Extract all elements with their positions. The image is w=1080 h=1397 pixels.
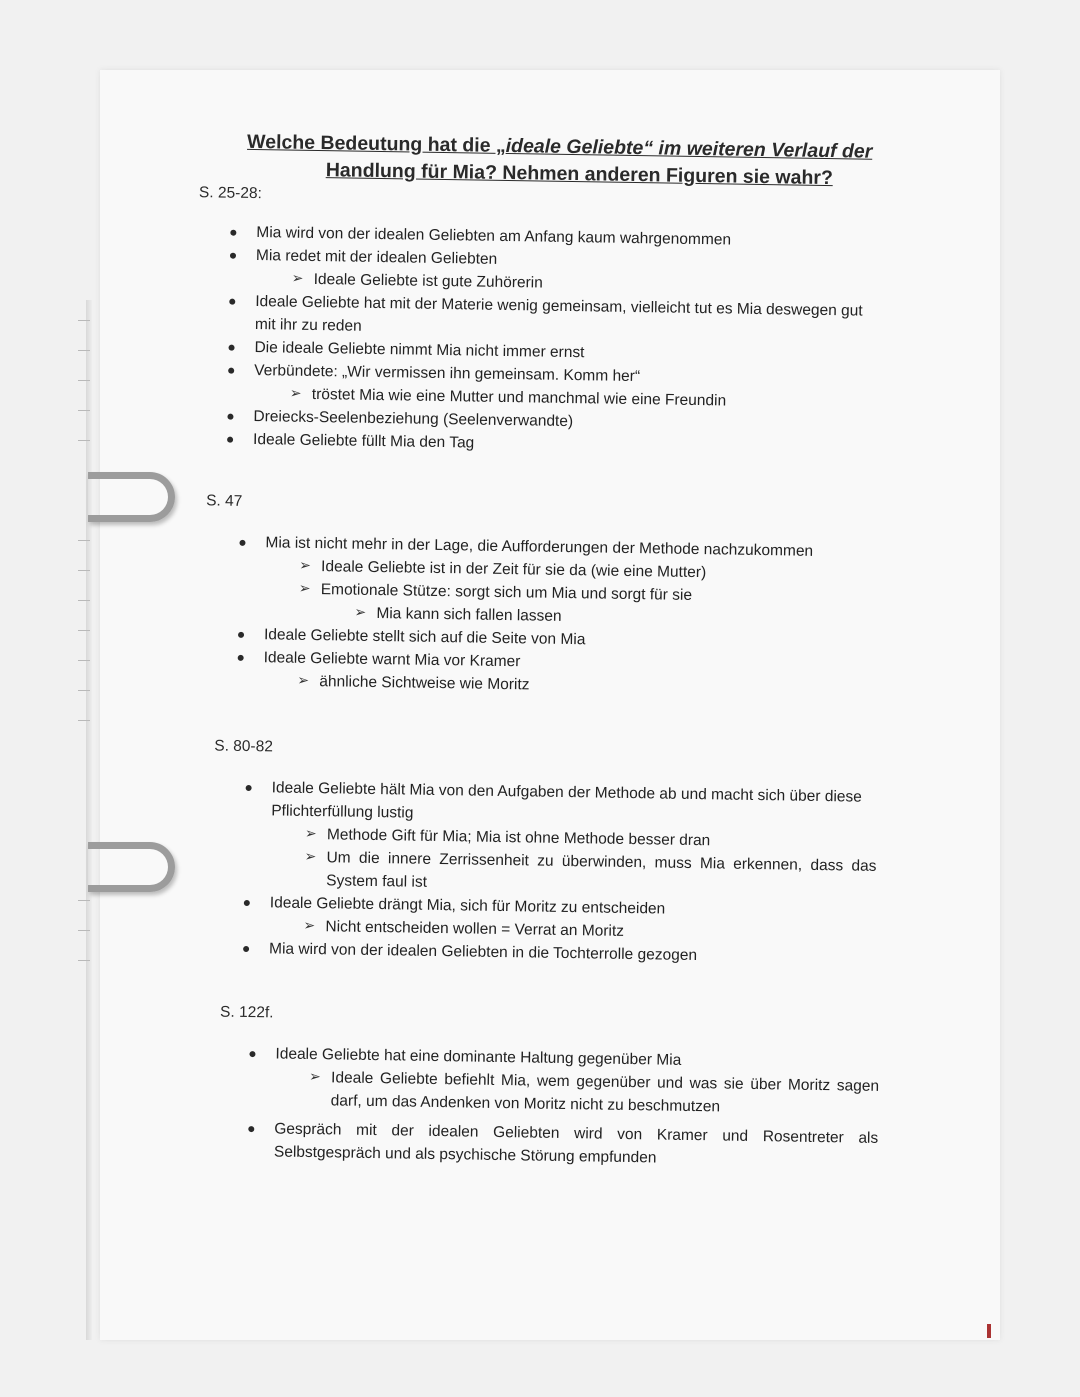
list-item: ➢ Ideale Geliebte ist in der Zeit für sie da (wie eine Mutter) <box>321 555 903 587</box>
list-item: Ideale Geliebte hält Mia von den Aufgaben der Methode ab und macht sich über diese Pflichterfüllung lustig <box>271 776 878 832</box>
margin-tick <box>78 600 90 601</box>
binder-ring-top <box>88 472 175 522</box>
binder-edge <box>86 300 92 1340</box>
list-item: ➢ tröstet Mia wie eine Mutter und manchmal wie eine Freundin <box>312 383 906 415</box>
margin-tick <box>78 690 90 691</box>
red-mark <box>987 1324 991 1338</box>
section-heading: S. 80-82 <box>214 737 274 756</box>
document-body <box>174 128 910 1173</box>
section-s122 <box>174 1003 896 1173</box>
margin-tick <box>78 630 90 631</box>
list-item: ➢ Methode Gift für Mia; Mia ist ohne Methode besser dran <box>327 823 877 855</box>
margin-tick <box>78 410 90 411</box>
list-item: Ideale Geliebte drängt Mia, sich für Moritz zu entscheiden <box>270 891 898 924</box>
margin-tick <box>78 570 90 571</box>
bullet-list <box>274 1042 896 1173</box>
section-heading: S. 122f. <box>219 1003 274 1022</box>
section-s47 <box>181 492 904 702</box>
list-item: Mia wird von der idealen Geliebten in die Tochterrolle gezogen <box>269 937 897 970</box>
margin-tick <box>78 380 90 381</box>
list-item: ➢ Mia kann sich fallen lassen <box>376 602 902 633</box>
list-item: ➢ Ideale Geliebte ist gute Zuhörerin <box>313 268 907 300</box>
bullet-list <box>253 221 909 461</box>
list-item: Mia redet mit der idealen Geliebten <box>256 244 908 277</box>
list-item: Ideale Geliebte hat mit der Materie wenig gemeinsam, vielleicht tut es Mia deswegen gut mit ihr zu reden <box>255 290 876 346</box>
title-line-2: Handlung für Mia? Nehmen anderen Figuren sie wahr? <box>325 159 833 190</box>
list-item: Ideale Geliebte stellt sich auf die Seite von Mia <box>264 623 902 656</box>
list-item: Ideale Geliebte füllt Mia den Tag <box>253 428 905 461</box>
list-item: Mia wird von der idealen Geliebten am Anfang kaum wahrgenommen <box>256 221 908 254</box>
list-item: Die ideale Geliebte nimmt Mia nicht immer ernst <box>254 336 906 369</box>
list-item: ➢ Nicht entscheiden wollen = Verrat an Moritz <box>325 915 897 947</box>
bullet-list <box>269 776 900 970</box>
list-item: Verbündete: „Wir vermissen ihn gemeinsam. Komm her“ <box>254 359 906 392</box>
margin-tick <box>78 320 90 321</box>
margin-tick <box>78 930 90 931</box>
list-item: ➢ ähnliche Sichtweise wie Moritz <box>319 670 901 702</box>
margin-tick <box>78 720 90 721</box>
binder-ring-bottom <box>88 842 175 892</box>
section-s80 <box>177 737 900 970</box>
margin-tick <box>78 660 90 661</box>
list-item: ➢ Ideale Geliebte befiehlt Mia, wem gegenüber und was sie über Moritz sagen darf, um das Andenken von Moritz nicht zu beschmutzen <box>331 1066 880 1121</box>
margin-tick <box>78 350 90 351</box>
section-heading: S. 47 <box>206 492 243 510</box>
list-item: Dreiecks-Seelenbeziehung (Seelenverwandte) <box>253 405 905 438</box>
bullet-list <box>263 531 903 702</box>
list-item: Ideale Geliebte warnt Mia vor Kramer <box>264 646 902 679</box>
margin-tick <box>78 440 90 441</box>
list-item: ➢ Emotionale Stütze: sorgt sich um Mia und sorgt für sie <box>321 578 903 610</box>
margin-tick <box>78 540 90 541</box>
list-item: Ideale Geliebte hat eine dominante Haltung gegenüber Mia <box>275 1042 895 1075</box>
margin-tick <box>78 900 90 901</box>
section-s25 <box>185 184 909 461</box>
list-item: ➢ Um die innere Zerrissenheit zu überwinden, muss Mia erkennen, dass das System faul ist <box>326 846 877 901</box>
section-heading: S. 25-28: <box>198 184 263 203</box>
page-title <box>209 128 910 193</box>
list-item: Mia ist nicht mehr in der Lage, die Aufforderungen der Methode nachzukommen <box>265 531 903 564</box>
list-item: Gespräch mit der idealen Geliebten wird von Kramer und Rosentreter als Selbstgespräch und als psychische Störung empfunden <box>274 1117 879 1172</box>
margin-tick <box>78 960 90 961</box>
title-line-1: Welche Bedeutung hat die „ideale Geliebte“ im weiteren Verlauf der <box>246 130 873 163</box>
